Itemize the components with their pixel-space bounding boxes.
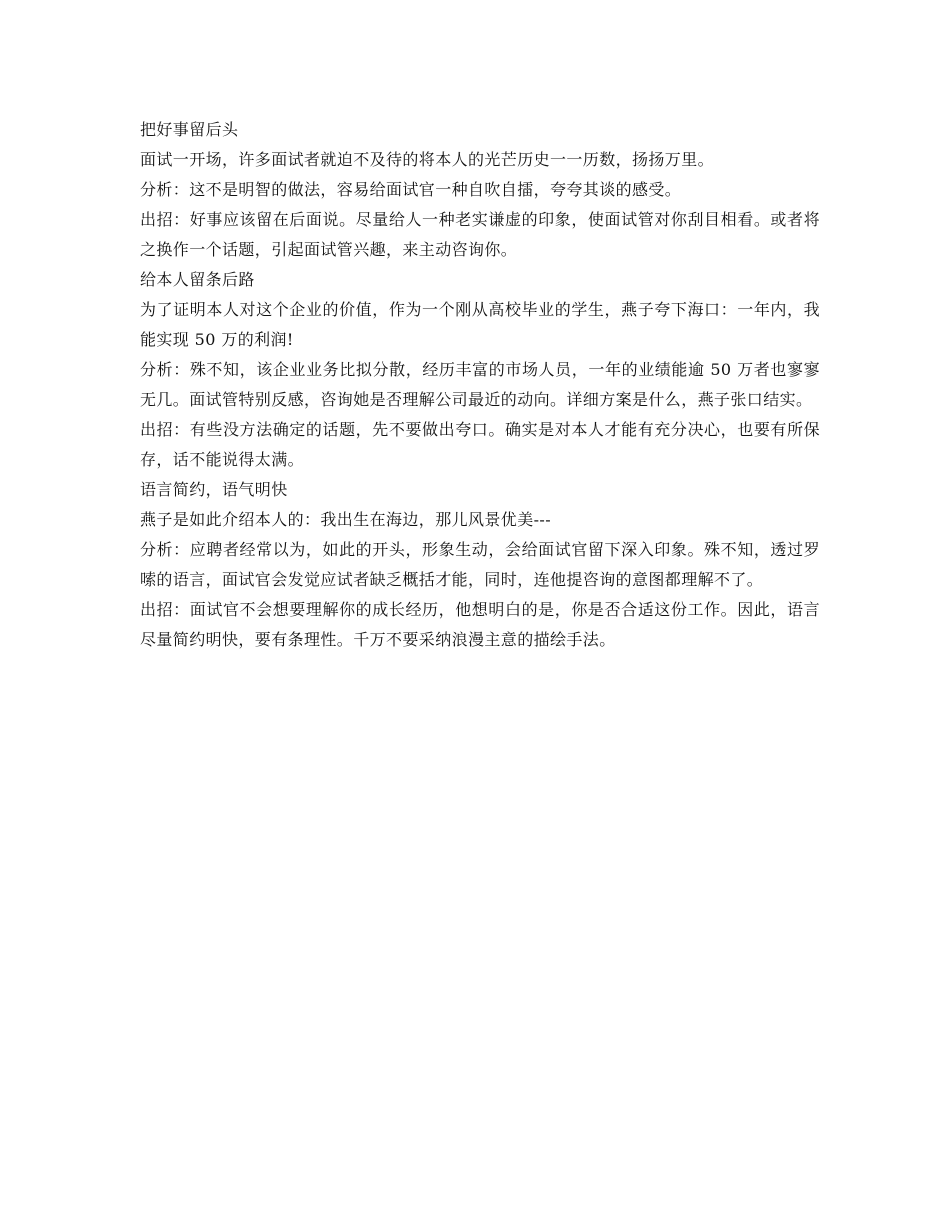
paragraph-advice-1: 出招：好事应该留在后面说。尽量给人一种老实谦虚的印象，使面试管对你刮目相看。或者将之换作一个话题，引起面试管兴趣，来主动咨询你。: [140, 210, 820, 259]
paragraph-advice-2: 出招：有些没方法确定的话题，先不要做出夸口。确实是对本人才能有充分决心，也要有所保存，话不能说得太满。: [140, 420, 820, 469]
document-body: [140, 115, 820, 655]
paragraph-intro-2: 为了证明本人对这个企业的价值，作为一个刚从高校毕业的学生，燕子夸下海口：一年内，我能实现 50 万的利润!: [140, 300, 820, 349]
paragraph-analysis-2: 分析：殊不知，该企业业务比拟分散，经历丰富的市场人员，一年的业绩能逾 50 万者也寥寥无几。面试管特别反感，咨询她是否理解公司最近的动向。详细方案是什么，燕子张口结实。: [140, 360, 820, 409]
section-heading-good-things-last: 把好事留后头: [140, 120, 239, 139]
paragraph-intro-1: 面试一开场，许多面试者就迫不及待的将本人的光芒历史一一历数，扬扬万里。: [140, 150, 715, 169]
paragraph-intro-3: 燕子是如此介绍本人的：我出生在海边，那儿风景优美---: [140, 510, 552, 529]
section-heading-concise-language: 语言简约，语气明快: [140, 480, 288, 499]
paragraph-analysis-1: 分析：这不是明智的做法，容易给面试官一种自吹自擂，夸夸其谈的感受。: [140, 180, 682, 199]
paragraph-advice-3: 出招：面试官不会想要理解你的成长经历，他想明白的是，你是否合适这份工作。因此，语言尽量简约明快，要有条理性。千万不要采纳浪漫主意的描绘手法。: [140, 600, 820, 649]
paragraph-analysis-3: 分析：应聘者经常以为，如此的开头，形象生动，会给面试官留下深入印象。殊不知，透过罗嗦的语言，面试官会发觉应试者缺乏概括才能，同时，连他提咨询的意图都理解不了。: [140, 540, 820, 589]
section-heading-leave-retreat: 给本人留条后路: [140, 270, 255, 289]
